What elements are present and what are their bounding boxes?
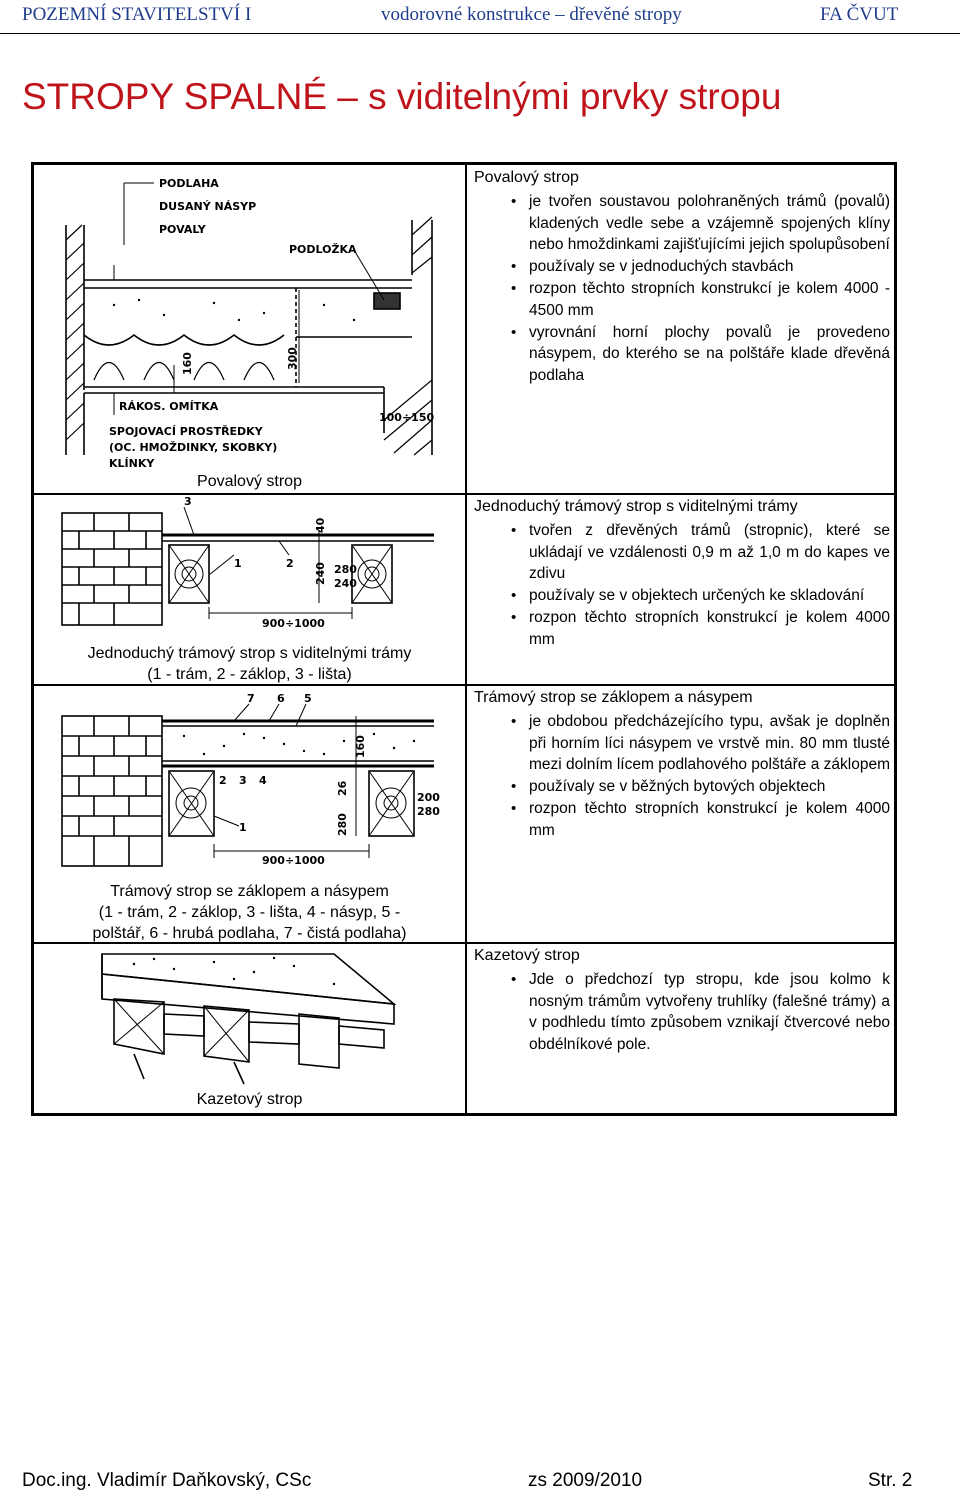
caption-jednoduchy-1: Jednoduchý trámový strop s viditelnými trámy bbox=[87, 645, 412, 662]
dim-span: 900÷1000 bbox=[262, 854, 325, 867]
label-1: 1 bbox=[239, 821, 247, 834]
drawing-jednoduchy bbox=[34, 495, 465, 684]
caption-zaklop-3: polštář, 6 - hrubá podlaha, 7 - čistá podlaha) bbox=[92, 925, 407, 942]
caption-jednoduchy-2: (1 - trám, 2 - záklop, 3 - lišta) bbox=[147, 666, 352, 683]
list-povalovy bbox=[474, 191, 890, 387]
label-2: 2 bbox=[286, 557, 294, 570]
dim-160: 160 bbox=[354, 735, 367, 758]
header-course: POZEMNÍ STAVITELSTVÍ I bbox=[22, 4, 252, 25]
heading-povalovy: Povalový strop bbox=[474, 169, 579, 186]
caption-povalovy: Povalový strop bbox=[197, 473, 302, 490]
label-kliny: KLÍNKY bbox=[109, 457, 155, 470]
dim-280: 280 bbox=[334, 563, 357, 576]
label-spojovaci-detail: (OC. HMOŽDINKY, SKOBKY) bbox=[109, 441, 278, 454]
list-item: • vyrovnání horní plochy povalů je provedeno násypem, do kterého se na polštáře klade dřevěná podlaha bbox=[529, 322, 890, 387]
footer-term: zs 2009/2010 bbox=[528, 1470, 643, 1491]
heading-jednoduchy: Jednoduchý trámový strop s viditelnými trámy bbox=[474, 498, 798, 515]
label-7: 7 bbox=[247, 692, 255, 705]
content-table bbox=[31, 162, 897, 1116]
label-spojovaci: SPOJOVACÍ PROSTŘEDKY bbox=[109, 425, 263, 438]
list-item: • rozpon těchto stropních konstrukcí je kolem 4000 mm bbox=[529, 607, 890, 651]
drawing-povalovy bbox=[34, 165, 465, 493]
list-zaklop bbox=[474, 711, 890, 842]
label-6: 6 bbox=[277, 692, 285, 705]
dim-300: 300 bbox=[286, 347, 299, 370]
drawing-zaklop bbox=[34, 686, 465, 942]
header-topic: vodorovné konstrukce – dřevěné stropy bbox=[381, 4, 682, 25]
list-item: • je tvořen soustavou polohraněných trámů (povalů) kladených vedle sebe a vzájemně spojených klíny nebo hmoždinkami zajišťujícími jejich spolupůsobení bbox=[529, 191, 890, 256]
list-item: • je obdobou předcházejícího typu, avšak je doplněn při horním líci násypem ve vrstvě min. 80 mm tlusté mezi dolním lícem podlahového polštáře a záklopem bbox=[529, 711, 890, 776]
page-title: STROPY SPALNÉ – s viditelnými prvky stropu bbox=[22, 76, 782, 117]
text-zaklop bbox=[474, 687, 890, 842]
list-item: • používaly se v běžných bytových objektech bbox=[529, 776, 890, 798]
list-item: • používaly se v objektech určených ke skladování bbox=[529, 585, 890, 607]
list-item: • rozpon těchto stropních konstrukcí je kolem 4000 - 4500 mm bbox=[529, 278, 890, 322]
heading-zaklop: Trámový strop se záklopem a násypem bbox=[474, 689, 753, 706]
dim-240: 240 bbox=[314, 562, 327, 585]
kazetovy-perspective-drawing bbox=[34, 944, 465, 1094]
list-item: • Jde o předchozí typ stropu, kde jsou kolmo k nosným trámům vytvořeny truhlíky (falešné trámy) a v podhledu tímto způsobem vznikají čtvercové nebo obdélníkové pole. bbox=[529, 969, 890, 1056]
zaklop-section-drawing bbox=[34, 686, 465, 876]
label-nasyp: DUSANÝ NÁSYP bbox=[159, 200, 257, 213]
text-kazetovy bbox=[474, 945, 890, 1056]
header-school: FA ČVUT bbox=[820, 4, 899, 25]
label-rakos: RÁKOS. OMÍTKA bbox=[119, 400, 219, 413]
dim-100-150: 100÷150 bbox=[379, 411, 435, 424]
dim-span: 900÷1000 bbox=[262, 617, 325, 630]
page-header bbox=[0, 0, 960, 34]
list-item: • používaly se v jednoduchých stavbách bbox=[529, 256, 890, 278]
label-2: 2 bbox=[219, 774, 227, 787]
caption-zaklop-1: Trámový strop se záklopem a násypem bbox=[110, 883, 389, 900]
povalovy-section-drawing bbox=[34, 165, 465, 493]
footer-page-number: Str. 2 bbox=[868, 1470, 913, 1491]
drawing-kazetovy bbox=[34, 944, 465, 1113]
caption-kazetovy: Kazetový strop bbox=[196, 1091, 303, 1108]
label-1: 1 bbox=[234, 557, 242, 570]
label-podlaha: PODLAHA bbox=[159, 177, 219, 190]
label-3: 3 bbox=[184, 495, 192, 508]
caption-zaklop-2: (1 - trám, 2 - záklop, 3 - lišta, 4 - násyp, 5 - bbox=[98, 904, 401, 921]
label-3: 3 bbox=[239, 774, 247, 787]
label-povaly: POVALY bbox=[159, 223, 206, 236]
dim-200: 200 bbox=[417, 791, 440, 804]
column-divider bbox=[465, 165, 467, 1113]
dim-280b: 280 bbox=[417, 805, 440, 818]
list-kazetovy bbox=[474, 969, 890, 1056]
jednoduchy-section-drawing bbox=[34, 495, 465, 645]
label-podlozka: PODLOŽKA bbox=[289, 243, 357, 256]
dim-280: 280 bbox=[336, 813, 349, 836]
label-5: 5 bbox=[304, 692, 312, 705]
list-item: • tvořen z dřevěných trámů (stropnic), které se ukládají ve vzdálenosti 0,9 m až 1,0 m do kapes ve zdivu bbox=[529, 520, 890, 585]
footer-author: Doc.ing. Vladimír Daňkovský, CSc bbox=[22, 1470, 312, 1491]
heading-kazetovy: Kazetový strop bbox=[474, 947, 580, 964]
dim-26: 26 bbox=[336, 780, 349, 796]
list-item: • rozpon těchto stropních konstrukcí je kolem 4000 mm bbox=[529, 798, 890, 842]
label-4: 4 bbox=[259, 774, 267, 787]
text-jednoduchy bbox=[474, 496, 890, 651]
dim-240b: 240 bbox=[334, 577, 357, 590]
dim-160: 160 bbox=[181, 352, 194, 375]
dim-40: 40 bbox=[314, 517, 327, 533]
list-jednoduchy bbox=[474, 520, 890, 651]
text-povalovy bbox=[474, 167, 890, 387]
